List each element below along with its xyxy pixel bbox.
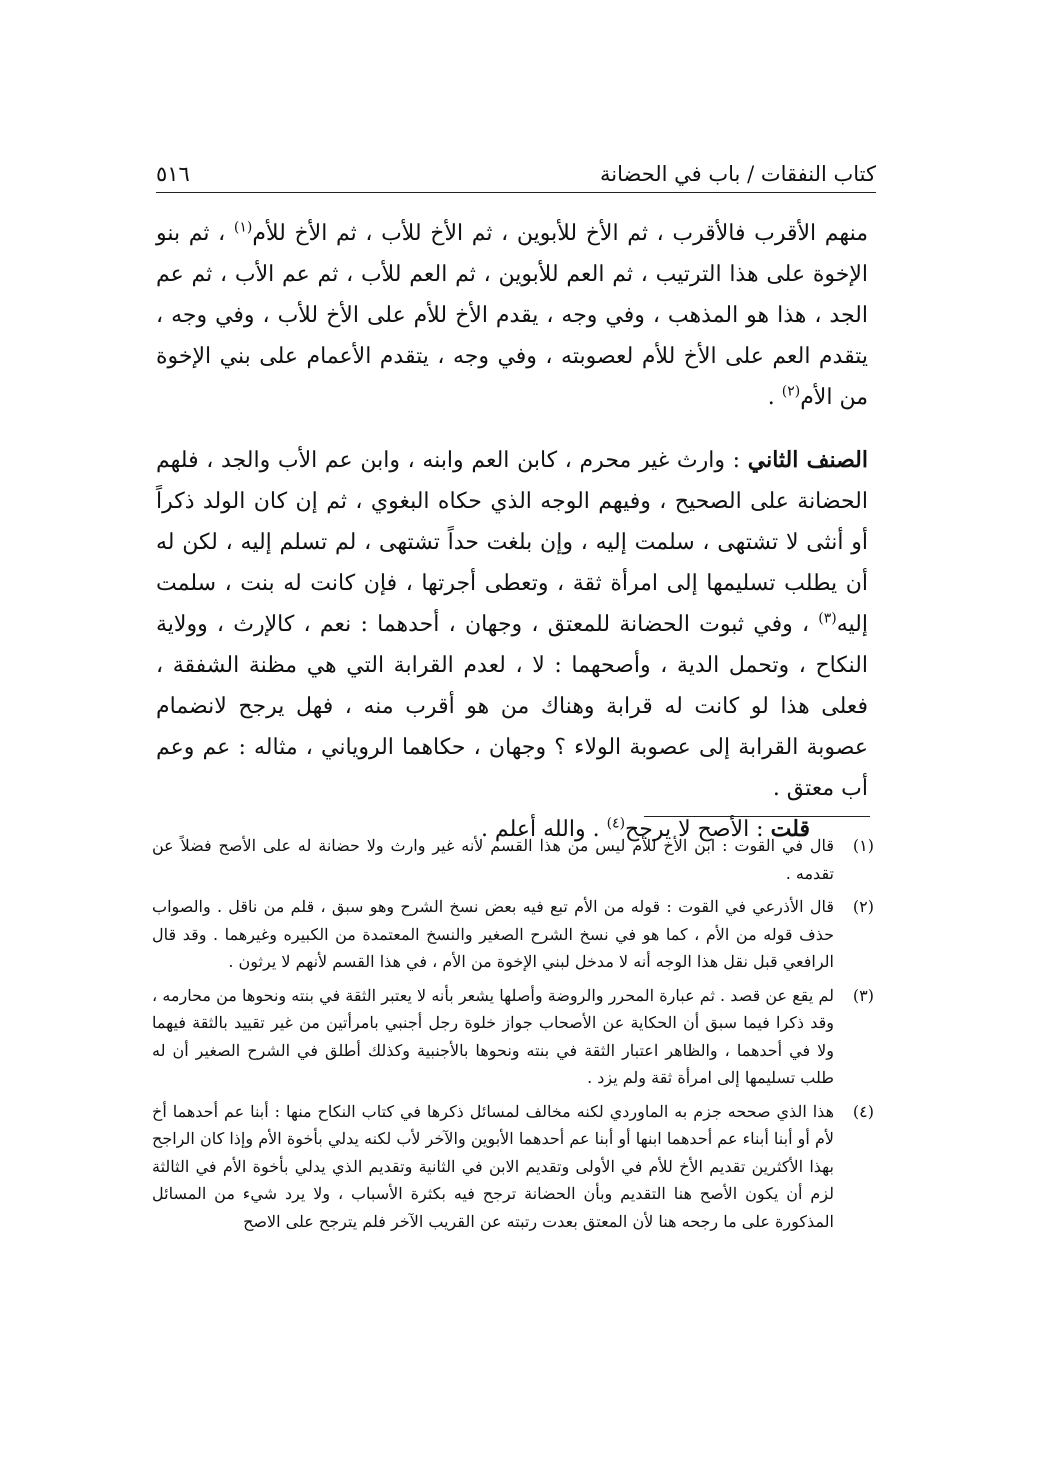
footnote-number: (٣) xyxy=(852,985,874,1005)
footnote-ref-2: (٢) xyxy=(781,383,801,400)
footnote-divider xyxy=(644,816,870,817)
footnote-ref-3: (٣) xyxy=(818,610,837,627)
footnote-1 xyxy=(152,832,874,887)
footnotes xyxy=(152,832,874,1241)
page-header xyxy=(156,150,876,186)
paragraph-3-text-a: : الأصح لا يرجح xyxy=(625,817,771,842)
main-text xyxy=(156,213,868,850)
footnote-text: هذا الذي صححه جزم به الماوردي لكنه مخالف لمسائل ذكرها في كتاب النكاح منها : أبنا عم أحدهما أخ لأم أو أبنا أبناء عم أحدهما ابنها أو أبنا عم أحدهما الأبوين والآخر لأب لكنه يدلي بأخوة الأم وإذا كان الراجح بهذا الأكثرين تقديم الأخ للأم في الأولى وتقديم الابن في الثانية وتقديم الذي يدلي بأخوة الأم في الثالثة لزم أن يكون الأصح هنا التقديم وبأن الحضانة ترجح فيه بكثرة الأسباب ، ولا يرد شيء من المسائل المذكورة على ما رجحه هنا لأن المعتق بعدت رتبته عن القريب الآخر فلم يترجح على الاصح xyxy=(152,1101,835,1231)
section-heading-second-class: الصنف الثاني xyxy=(747,447,868,473)
footnote-text: لم يقع عن قصد . ثم عبارة المحرر والروضة وأصلها يشعر بأنه لا يعتبر الثقة في بنته ونحوها من محارمه ، وقد ذكرا فيما سبق أن الحكاية عن الأصحاب جواز خلوة رجل أجنبي بامرأتين من غير تقييد بالثقة فيهما ولا في أحدهما ، والظاهر اعتبار الثقة في بنته ونحوها بالأجنبية وكذلك أطلق في الشرح الصغير أن له طلب تسليمها إلى امرأة ثقة ولم يزد . xyxy=(152,985,835,1087)
paragraph-1 xyxy=(156,213,868,418)
header-divider xyxy=(156,192,876,193)
paragraph-1-text-end: . xyxy=(767,385,782,410)
paragraph-1-text-a: منهم الأقرب فالأقرب ، ثم الأخ للأبوين ، ثم الأخ للأب ، ثم الأخ للأم xyxy=(252,221,868,246)
paragraph-3-text-b: . والله أعلم . xyxy=(480,817,607,842)
footnote-text: قال الأذرعي في القوت : قوله من الأم تبع فيه بعض نسخ الشرح وهو سبق ، قلم من ناقل . والصواب حذف قوله من الأم ، كما هو في نسخ الشرح الصغير والنسخ المعتمدة من الكبيره وغيرهما . وقد قال الرافعي قبل نقل هذا الوجه أنه لا مدخل لبني الإخوة من الأم ، في هذا القسم لأنهم لا يرثون . xyxy=(152,897,835,971)
footnote-3 xyxy=(152,982,874,1092)
footnote-number: (٤) xyxy=(852,1101,874,1121)
running-title: كتاب النفقات / باب في الحضانة xyxy=(600,162,876,186)
page-number: ٥١٦ xyxy=(156,162,190,186)
footnote-number: (٢) xyxy=(852,897,874,916)
footnote-number: (١) xyxy=(852,836,874,855)
footnote-4 xyxy=(152,1098,874,1236)
paragraph-2-text-b: ، وفي ثبوت الحضانة للمعتق ، وجهان ، أحدهما : نعم ، كالإرث ، وولاية النكاح ، وتحمل الدية ، وأصحهما : لا ، لعدم القرابة التي هي مظنة الشفقة ، فعلى هذا لو كانت له قرابة وهناك من هو أقرب منه ، فهل يرجح لانضمام عصوبة القرابة إلى عصوبة الولاء ؟ وجهان ، حكاهما الروياني ، مثاله : عم وعم أب معتق . xyxy=(156,612,868,801)
footnote-ref-1: (١) xyxy=(233,219,253,236)
footnote-text: قال في القوت : ابن الأخ للأم ليس من هذا القسم لأنه غير وارث ولا حضانة له على الأصح فضلاً عن تقدمه . xyxy=(152,836,834,883)
paragraph-1-text-b: ، ثم بنو الإخوة على هذا الترتيب ، ثم العم للأبوين ، ثم العم للأب ، ثم عم الأب ، ثم عم الجد ، هذا هو المذهب ، وفي وجه ، يقدم الأخ للأم على الأخ للأب ، وفي وجه ، يتقدم العم على الأخ للأم لعصوبته ، وفي وجه ، يتقدم الأعمام على بني الإخوة من الأم xyxy=(156,221,868,410)
qult-label: قلت xyxy=(770,816,810,842)
footnote-ref-4: (٤) xyxy=(606,815,626,832)
paragraph-2-text-a: : وارث غير محرم ، كابن العم وابنه ، وابن عم الأب والجد ، فلهم الحضانة على الصحيح ، وفيهم الوجه الذي حكاه البغوي ، ثم إن كان الولد ذكراً أو أنثى لا تشتهى ، سلمت إليه ، وإن بلغت حداً تشتهى ، لم تسلم إليه ، لكن له أن يطلب تسليمها إلى امرأة ثقة ، وتعطى أجرتها ، فإن كانت له بنت ، سلمت إليه xyxy=(156,448,868,637)
paragraph-2 xyxy=(156,440,868,809)
footnote-2 xyxy=(152,893,874,976)
